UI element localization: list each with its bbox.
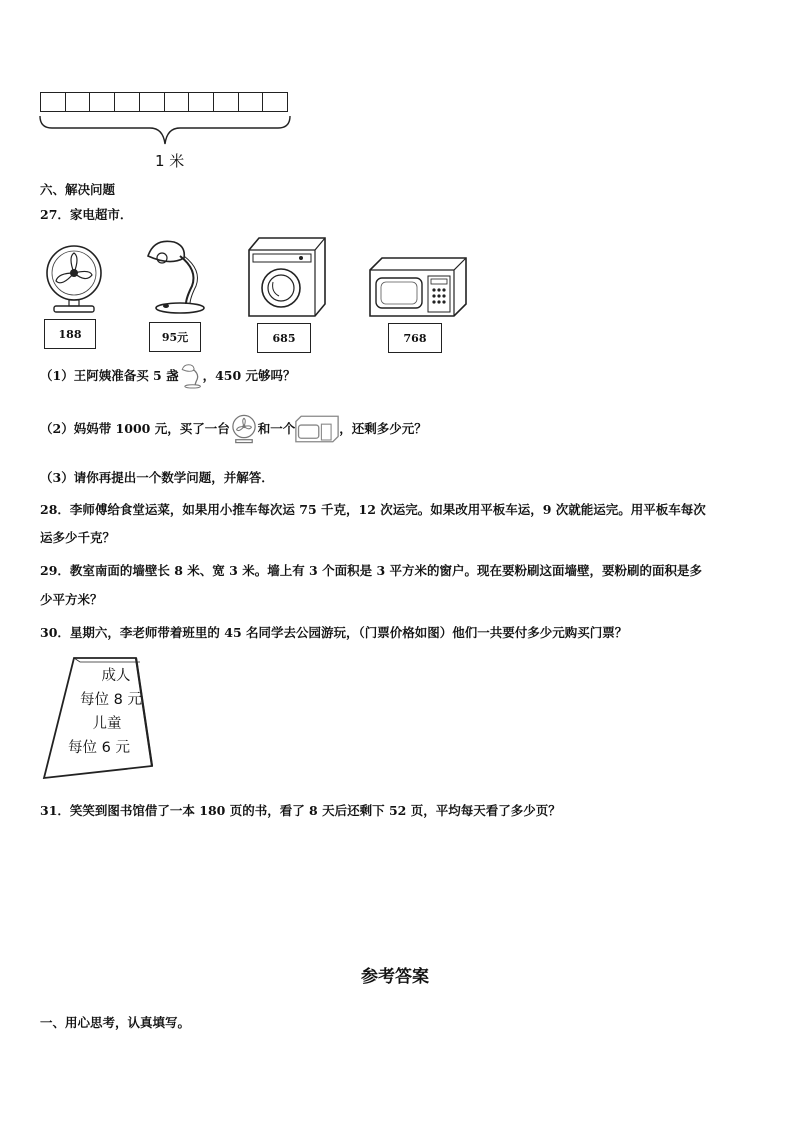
question-30-line-1: 30．星期六，李老师带着班里的 45 名同学去公园游玩，（门票价格如图）他们一共要付多少元购买门票？: [40, 625, 628, 640]
ruler-cell: [239, 93, 264, 111]
ruler-cell: [115, 93, 140, 111]
sign-adult-label: 成人: [101, 668, 131, 684]
desk-lamp-icon: [140, 236, 210, 316]
q27-2-text-b: 和一个: [257, 421, 296, 436]
ruler-cell: [165, 93, 190, 111]
ruler-cell: [140, 93, 165, 111]
question-28-line-1: 28．李师傅给食堂运菜，如果用小推车每次运 75 千克，12 次运完。如果改用平板车运，9 次就能运完。用平板车每次: [40, 502, 706, 517]
ticket-sign-text: [68, 664, 152, 760]
microwave-icon: [295, 414, 339, 444]
ruler-cell: [214, 93, 239, 111]
price-tag-microwave: 768: [388, 323, 442, 353]
q27-1-text-a: （1）王阿姨准备买 5 盏: [40, 368, 179, 383]
curly-brace-icon: [38, 114, 292, 148]
sign-child-label: 儿童: [92, 716, 122, 732]
fan-icon: [40, 243, 108, 315]
price-tag-fan: 188: [44, 319, 96, 349]
answers-heading: 参考答案: [361, 967, 429, 987]
sign-child-price: 每位 6 元: [68, 740, 130, 756]
question-27-2: [40, 414, 427, 444]
washing-machine-icon: [245, 236, 329, 318]
question-31-line-1: 31．笑笑到图书馆借了一本 180 页的书，看了 8 天后还剩下 52 页，平均每天看了多少页？: [40, 803, 561, 818]
q27-1-text-b: ，450 元够吗？: [202, 368, 296, 383]
section-title: 六、解决问题: [40, 182, 116, 197]
answers-section-1: 一、用心思考，认真填写。: [40, 1015, 191, 1030]
ruler-cell: [189, 93, 214, 111]
desk-lamp-icon: [179, 363, 203, 389]
question-29-line-2: 少平方米？: [40, 592, 103, 607]
microwave-icon: [368, 256, 468, 318]
q27-2-text-a: （2）妈妈带 1000 元，买了一台: [40, 421, 230, 436]
sign-adult-price: 每位 8 元: [80, 692, 142, 708]
ruler-cell: [263, 93, 287, 111]
question-27-title: 27．家电超市．: [40, 207, 133, 222]
question-29-line-1: 29．教室南面的墙壁长 8 米、宽 3 米。墙上有 3 个面积是 3 平方米的窗户。现在要粉刷这面墙壁，要粉刷的面积是多: [40, 563, 703, 578]
ruler-cell: [90, 93, 115, 111]
question-27-3: （3）请你再提出一个数学问题，并解答．: [40, 470, 274, 485]
price-tag-lamp: 95元: [149, 322, 201, 352]
question-28-line-2: 运多少千克？: [40, 530, 116, 545]
meter-ruler: [40, 92, 288, 112]
ruler-cell: [66, 93, 91, 111]
fan-icon: [230, 414, 258, 444]
ruler-label: 1 米: [155, 152, 185, 170]
q27-2-text-c: ，还剩多少元？: [339, 421, 427, 436]
price-tag-washer: 685: [257, 323, 311, 353]
question-27-1: [40, 363, 296, 389]
ruler-cell: [41, 93, 66, 111]
